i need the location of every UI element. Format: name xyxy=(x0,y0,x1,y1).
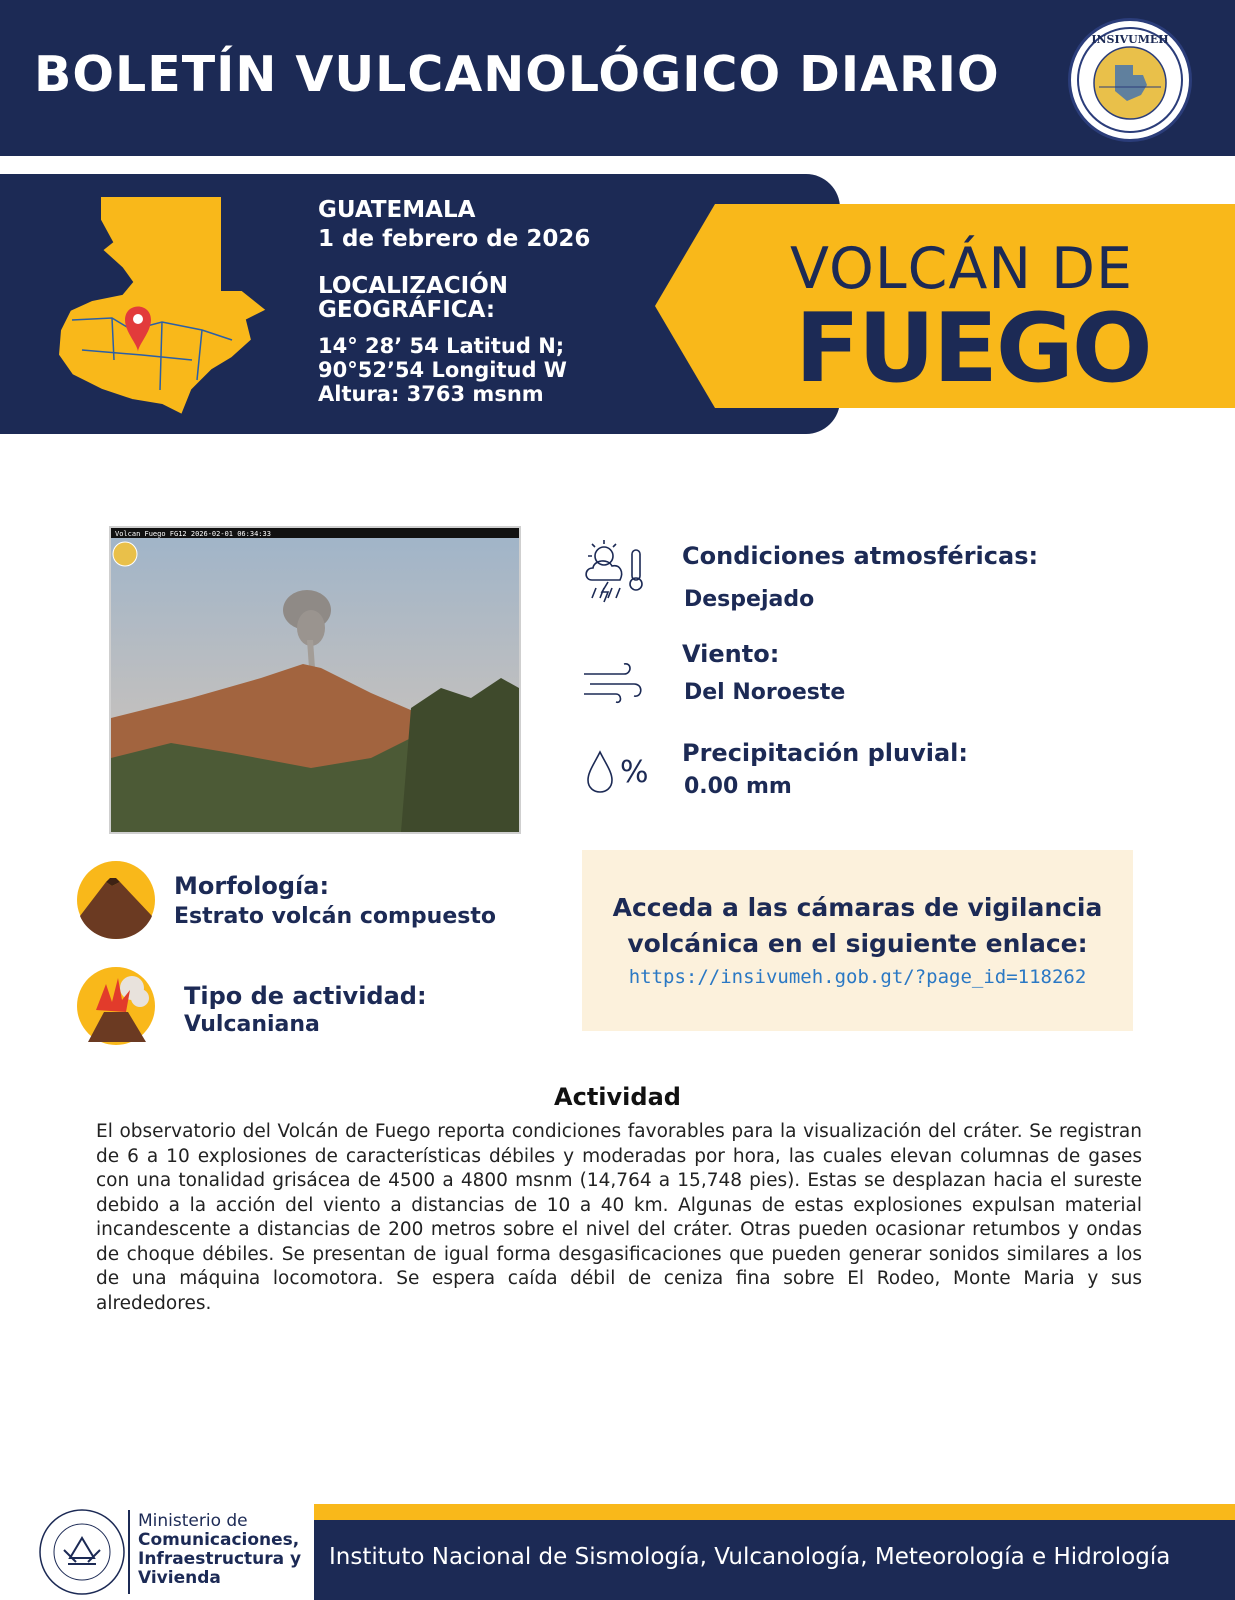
weather-cloud-sun-icon xyxy=(578,536,648,616)
longitude-text: 90°52’54 Longitud W xyxy=(318,358,567,382)
footer-bar xyxy=(314,1520,1235,1600)
precipitation-label: Precipitación pluvial: xyxy=(682,739,968,767)
page-title: BOLETÍN VULCANOLÓGICO DIARIO xyxy=(34,46,1000,103)
location-info xyxy=(318,196,590,406)
latitude-text: 14° 28’ 54 Latitud N; xyxy=(318,334,565,358)
wind-icon xyxy=(580,656,646,708)
camera-link-heading: Acceda a las cámaras de vigilancia volcánica en el siguiente enlace: xyxy=(612,893,1103,958)
footer-divider xyxy=(128,1510,130,1594)
wind-value: Del Noroeste xyxy=(684,680,846,705)
activity-type-label: Tipo de actividad: xyxy=(184,982,427,1010)
insivumeh-logo xyxy=(1068,18,1192,142)
atmospheric-label: Condiciones atmosféricas: xyxy=(682,542,1039,570)
volcano-camera-image xyxy=(109,526,521,834)
guatemala-map-icon xyxy=(52,190,282,420)
guatemala-seal-icon xyxy=(38,1508,126,1596)
activity-type-value: Vulcaniana xyxy=(184,1012,320,1037)
title-bar xyxy=(0,0,1235,156)
camera-link-url[interactable]: https://insivumeh.gob.gt/?page_id=118262 xyxy=(628,966,1087,988)
volcano-morphology-icon xyxy=(76,860,156,940)
institute-name: Instituto Nacional de Sismología, Vulcanología, Meteorología e Hidrología xyxy=(329,1544,1171,1570)
svg-text:INSIVUMEH: INSIVUMEH xyxy=(1091,33,1169,46)
geo-label-1: LOCALIZACIÓN xyxy=(318,273,508,299)
morphology-label: Morfología: xyxy=(174,872,330,900)
geo-label-2: GEOGRÁFICA: xyxy=(318,297,496,323)
activity-description: El observatorio del Volcán de Fuego reporta condiciones favorables para la visualización del cráter. Se registran de 6 a 10 explosiones de características débiles y moderadas por hora, las cuales elevan columnas de gases con una tonalidad grisácea de 4500 a 4800 msnm (14,764 a 15,748 pies). Estas se desplazan hacia el sureste debido a la acción del viento a distancias de 10 a 40 km. Algunas de estas explosiones expulsan material incandescente a distancias de 200 metros sobre el nivel del cráter. Otras pueden ocasionar retumbos y ondas de choque débiles. Se presentan de igual forma desgasificaciones que pueden generar sonidos similares a los de una máquina locomotora. Se espera caída débil de ceniza fina sobre El Rodeo, Monte Maria y sus alrededores. xyxy=(96,1121,1142,1314)
volcano-name-line1: VOLCÁN DE xyxy=(790,236,1134,302)
atmospheric-value: Despejado xyxy=(684,587,815,612)
activity-title: Actividad xyxy=(554,1083,681,1111)
altitude-text: Altura: 3763 msnm xyxy=(318,382,544,406)
footer-accent-stripe xyxy=(314,1504,1235,1520)
ministry-name: Ministerio de Comunicaciones, Infraestructura y Vivienda xyxy=(138,1511,302,1588)
precipitation-value: 0.00 mm xyxy=(684,774,792,799)
svg-text:Volcan Fuego FG12 2026-02-01 0: Volcan Fuego FG12 2026-02-01 06:34:33 xyxy=(115,530,271,538)
bulletin-date: 1 de febrero de 2026 xyxy=(318,226,591,252)
morphology-value: Estrato volcán compuesto xyxy=(174,904,496,929)
camera-link-box xyxy=(582,850,1133,1031)
svg-text:%: % xyxy=(620,755,649,790)
rain-drop-percent-icon xyxy=(584,748,656,794)
eruption-activity-icon xyxy=(76,966,156,1046)
volcano-name-line2: FUEGO xyxy=(795,294,1151,404)
country-label: GUATEMALA xyxy=(318,197,476,223)
wind-label: Viento: xyxy=(682,640,780,668)
